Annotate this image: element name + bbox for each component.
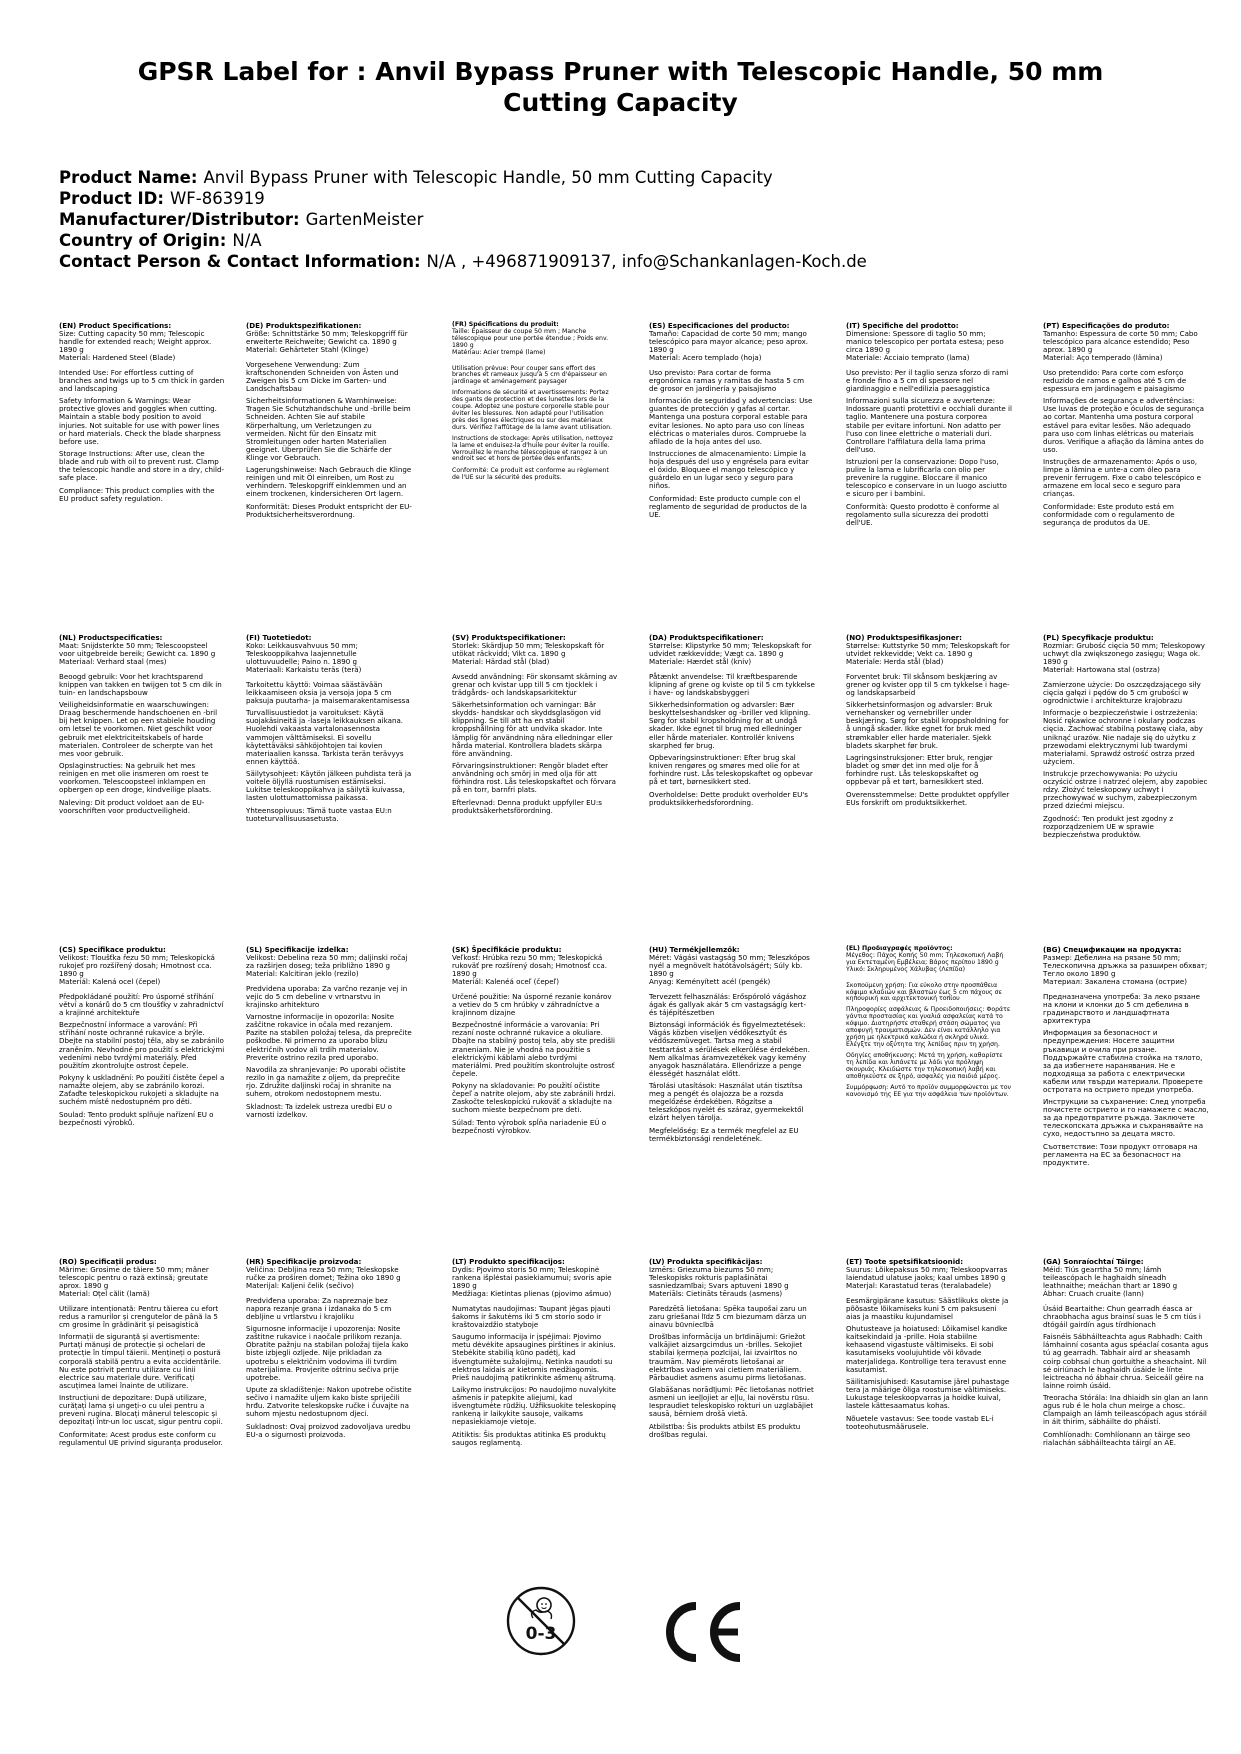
block-safety: Informações de segurança e advertências: Use luvas de proteção e óculos de segurança ao cortar. Mantenha uma postura corporal estável para evitar lesões. Não adequado para uso com linhas elétricas ou materiais duros. Verifique a afiação da lâmina antes do uso. [1043,396,1204,454]
block-material: Materiał: Hartowana stal (ostrza) [1043,665,1160,675]
block-storage: Instrucțiuni de depozitare: După utilizare, curățați lama și ungeți-o cu ulei pentru a preveni rugina. Blocați mânerul telescopic și depozitați într-un loc uscat, sigur pentru copii. [59,1392,223,1426]
block-fi [246,634,412,827]
block-conformity: Sukladnost: Ovaj proizvod zadovoljava uredbu EU-a o sigurnosti proizvoda. [246,1421,411,1439]
block-de [246,322,412,523]
block-pl [1043,634,1209,843]
block-heading: (SL) Specifikacije izdelka: [246,945,349,954]
block-spec: Méid: Tiús gearrtha 50 mm; lámh teileascópach le haghaidh síneadh leathnaithe; meáchan thart ar 1890 g [1043,1265,1178,1291]
block-lv [649,1258,815,1443]
block-storage: Förvaringsinstruktioner: Rengör bladet efter användning och smörj in med olja för att förhindra rost. Lås teleskopskaftet och förvara på en torr, barnfri plats. [452,760,616,794]
block-storage: Instructions de stockage: Après utilisation, nettoyez la lame et enduisez-la d'huile pour éviter la rouille. Verrouillez le manche télescopique et rangez à un endroit sec et hors de portée des enfants. [452,434,613,463]
block-spec: Veličina: Debljina reza 50 mm; Teleskopske ručke za proširen domet; Težina oko 1890 g [246,1265,401,1283]
block-safety: Informazioni sulla sicurezza e avvertenze: Indossare guanti protettivi e occhiali durante il taglio. Mantenere una postura corporea stabile per evitare infortuni. Non adatto per l'uso con linee elettriche o materiali duri. Controllare l'affilatura della lama prima dell'uso. [846,396,1012,454]
block-storage: Instruções de armazenamento: Após o uso, limpe a lâmina e unte-a com óleo para prevenir ferrugem. Fixe o cabo telescópico e armazene em local seco e seguro para crianças. [1043,456,1202,498]
block-material: Material: Kalcitiran jeklo (rezilo) [246,969,359,979]
block-use: Tarkoitettu käyttö: Voimaa säästävään leikkaamiseen oksia ja versoja jopa 5 cm paksuja puutarha- ja maisemarakentamisessa [246,680,410,706]
block-heading: (NL) Productspecificaties: [59,633,163,642]
block-storage: Glabāšanas norādījumi: Pēc lietošanas notīriet asmeni un ieeļļojiet ar eļļu, lai novērstu rūsu. Iespraudiet teleskopisko rokturi un uzglabājiet sausā, bērniem drošā vietā. [649,1384,814,1418]
ce-mark-icon [660,1599,746,1665]
block-safety: Saugumo informacija ir įspėjimai: Pjovimo metu dėvėkite apsaugines pirštines ir akinius. Stebėkite stabilią kūno padėtį, kad išvengtumėte sužalojimų. Netinka naudoti su elektros laidais ar kietomis medžiagomis. Prieš naudojimą patikrinkite ašmenų aštrumą. [452,1332,616,1382]
block-safety: Turvallisuustiedot ja varoitukset: Käytä suojakäsineitä ja -laseja leikkauksen aikana. Huolehdi vakaasta vartalonasennosta vammojen välttämiseksi. Ei sovellu käytettäväksi sähköjohtojen tai kovien materiaalien kanssa. Tarkista terän terävyys ennen käyttöä. [246,708,404,766]
block-storage: Lagringsinstruksjoner: Etter bruk, rengjør bladet og smør det inn med olje for å forhindre rust. Lås teleskopskaftet og oppbevar på et tørt, barnesikkert sted. [846,752,993,786]
block-spec: Размер: Дебелина на рязане 50 mm; Телескопична дръжка за разширен обхват; Тегло около 1890 g [1043,953,1208,979]
block-spec: Velikost: Debelina reza 50 mm; daljinski ročaj za razširjen doseg; teža približno 1890 g [246,953,408,971]
block-use: Predvidena uporaba: Za varčno rezanje vej in vejic do 5 cm debeline v vrtnarstvu in krajinsko arhitekturo [246,984,408,1010]
product-info [59,167,1189,272]
block-spec: Méret: Vágási vastagság 50 mm; Teleszkópos nyél a megnövelt hatótávolságért; Súly kb. 1890 g [649,953,810,979]
block-heading: (LT) Produkto specifikacijos: [452,1257,565,1266]
block-heading: (BG) Спецификации на продукта: [1043,945,1182,954]
block-use: Numatytas naudojimas: Taupant jėgas pjauti šakoms ir šakutėms iki 5 cm storio sodo ir kraštovaizdžio statyboje [452,1304,611,1330]
block-sv [452,634,618,819]
block-use: Uso previsto: Para cortar de forma ergonómica ramas y ramitas de hasta 5 cm de grosor en jardinería y paisajismo [649,368,804,394]
block-use: Uso previsto: Per il taglio senza sforzo di rami e fronde fino a 5 cm di spessore nel giardinaggio e nell'edilizia paesaggistica [846,368,1009,394]
block-safety: Safety Information & Warnings: Wear protective gloves and goggles when cutting. Maintain a stable body position to avoid injuries. Not suitable for use with power lines or hard materials. Check the blade sharpness before use. [59,396,221,446]
block-spec: Izmērs: Griezuma biezums 50 mm; Teleskopisks rokturis paplašinātai sasniedzamībai; Svars aptuveni 1890 g [649,1265,789,1291]
block-conformity: Conformitate: Acest produs este conform cu regulamentul UE privind siguranța produselor. [59,1429,223,1447]
block-storage: Opslaginstructies: Na gebruik het mes reinigen en met olie insmeren om roest te voorkomen. Telescoopsteel inklampen en opbergen op een droge, kindveilige plaats. [59,760,212,794]
block-en [59,322,225,507]
block-use: Vorgesehene Verwendung: Zum kraftschonenden Schneiden von Ästen und Zweigen bis 5 cm Dicke im Garten- und Landschaftsbau [246,360,399,394]
block-nl [59,634,225,819]
block-storage: Storage Instructions: After use, clean the blade and rub with oil to prevent rust. Clamp the telescopic handle and store in a dry, child-safe place. [59,448,225,482]
country-value: N/A [232,231,262,250]
country-line [59,230,1189,251]
block-safety: Sigurnosne informacije i upozorenja: Nosite zaštitne rukavice i naočale prilikom rezanja. Obratite pažnju na stabilan položaj tijela kako biste izbjegli ozljede. Nije prikladan za upotrebu s električnim vodovima ili tvrdim materijalima. Provjerite oštrinu sečiva prije upotrebe. [246,1324,409,1382]
block-use: Úsáid Beartaithe: Chun gearradh éasca ar chraobhacha agus brainsí suas le 5 cm tiús i dtógáil gairdín agus tírdhionach [1043,1304,1201,1330]
contact-line [59,251,1189,272]
block-heading: (LV) Produkta specifikācijas: [649,1257,763,1266]
block-safety: Säkerhetsinformation och varningar: Bär skydds- handskar och skyddsglasögon vid klippning. Se till att ha en stabil kroppshållning för att undvika skador. Inte lämplig för användning nära elledningar eller hårda material. Kontrollera bladets skärpa före användning. [452,700,613,758]
block-material: Materiale: Hærdet stål (kniv) [649,657,752,667]
block-no [846,634,1012,811]
block-use: Předpokládané použití: Pro úsporné stříhání větví a konárů do 5 cm tloušťky v zahradnictví a krajinné architektuře [59,992,224,1018]
block-safety: Bezpečnostné informácie a varovania: Pri rezaní noste ochranné rukavice a okuliare. Dbajte na stabilný postoj tela, aby ste predišli zraneniam. Nie je vhodná na použitie s elektrickými káblami alebo tvrdými materiálmi. Pred použitím skontrolujte ostrosť čepele. [452,1020,615,1078]
block-conformity: Atbilstība: Šis produkts atbilst ES produktu drošības regulai. [649,1421,801,1439]
product-id-label: Product ID: [59,189,164,208]
block-heading: (DE) Produktspezifikationen: [246,321,362,330]
block-use: Påtænkt anvendelse: Til kræftbesparende klipning af grene og kviste op til 5 cm tykkelse i have- og landskabsbyggeri [649,672,815,698]
block-use: Paredzētā lietošana: Spēka taupošai zaru un zaru griešanai līdz 5 cm biezumam dārza un ainavu būvniecībā [649,1304,807,1330]
block-spec: Dydis: Pjovimo storis 50 mm; Teleskopinė rankena išplėstai pasiekiamumui; svoris apie 1890 g [452,1265,612,1291]
block-material: Matériau: Acier trempé (lame) [452,348,546,356]
block-storage: Opbevaringsinstruktioner: Efter brug skal kniven rengøres og smøres med olie for at forhindre rust. Lås teleskopskaftet og opbevar på et tørt, børnesikkert sted. [649,752,813,786]
block-spec: Μέγεθος: Πάχος Κοπής 50 mm; Τηλεσκοπική Λαβή για Εκτεταμένη Εμβέλεια; Βάρος περίπου 1890 g [846,951,1004,966]
certification-icons [0,1585,1241,1705]
block-material: Medžiaga: Kietintas plienas (pjovimo ašmuo) [452,1289,612,1299]
block-spec: Dimensione: Spessore di taglio 50 mm; manico telescopico per portata estesa; peso circa 1890 g [846,329,1004,355]
block-storage: Laikymo instrukcijos: Po naudojimo nuvalykite ašmenis ir patepkite aliejumi, kad išvengtumėte rūdžių. Užfiksuokite teleskopinę rankeną ir laikykite sausoje, vaikams nepasiekiamoje vietoje. [452,1384,617,1426]
block-hr [246,1258,412,1443]
block-material: Materiaal: Verhard staal (mes) [59,657,167,667]
block-use: Eesmärgipärane kasutus: Säästlikuks okste ja põõsaste lõikamiseks kuni 5 cm paksuseni aias ja maastiku kujundamisel [846,1296,1009,1322]
product-name-value: Anvil Bypass Pruner with Telescopic Handle, 50 mm Cutting Capacity [203,168,773,187]
block-hu [649,946,815,1147]
block-conformity: Comhlíonadh: Comhlíonann an táirge seo rialachán sábháilteachta táirgí an AE. [1043,1429,1191,1447]
product-name-label: Product Name: [59,168,198,187]
block-material: Anyag: Keményített acél (pengék) [649,977,771,987]
block-cs [59,946,225,1131]
label-title: GPSR Label for : Anvil Bypass Pruner with Telescopic Handle, 50 mm Cutting Capacity [137,57,1104,117]
block-heading: (HU) Termékjellemzők: [649,945,740,954]
block-material: Materiál: Kalená ocel (čepel) [59,977,161,987]
block-storage: Pokyny k uskladnění: Po použití čistěte čepel a namažte olejem, aby se zabránilo korozi. Zaťaďte teleskopickou rukojeti a skladujte na suchém místě nedostupném pro děti. [59,1072,225,1106]
contact-label: Contact Person & Contact Information: [59,252,421,271]
block-storage: Instrukcje przechowywania: Po użyciu oczyścić ostrze i natrzeć olejem, aby zapobiec rdzy. Złożyć teleskopowy uchwyt i przechowywać w suchym, zabezpieczonym przed dziećmi miejscu. [1043,768,1208,810]
block-use: Beoogd gebruik: Voor het krachtsparend knippen van takken en twijgen tot 5 cm dik in tuin- en landschapsbouw [59,672,222,698]
block-heading: (NO) Produktspesifikasjoner: [846,633,962,642]
block-conformity: Megfelelőség: Ez a termék megfelel az EU termékbiztonsági rendeletének. [649,1125,799,1143]
block-fr [452,322,618,486]
block-spec: Mărime: Grosime de tăiere 50 mm; mâner telescopic pentru o rază extinsă; greutate aprox. 1890 g [59,1265,209,1291]
block-storage: Säilytysohjeet: Käytön jälkeen puhdista terä ja voitele öljyllä ruostumisen estämiseksi. Lukitse teleskooppikahva ja säilytä kuivassa, lasten ulottumattomissa paikassa. [246,768,412,802]
block-spec: Maat: Snijdsterkte 50 mm; Telescoopsteel voor uitgebreide bereik; Gewicht ca. 1890 g [59,641,216,659]
block-storage: Tárolási utasítások: Használat után tisztítsa meg a pengét és olajozza be a rozsda megelőzése érdekében. Rögzítse a teleszkópos nyelét és száraz, gyermekektől elzárt helyen tárolja. [649,1080,804,1122]
block-material: Material: Oțel călit (lamă) [59,1289,150,1299]
block-spec: Storlek: Skärdjup 50 mm; Teleskopskaft för utökat räckvidd; Vikt ca. 1890 g [452,641,605,659]
block-use: Utilizare intenționată: Pentru tăierea cu efort redus a ramurilor și crengutelor de până la 5 cm grosime în grădinărit și peisagistică [59,1304,219,1330]
block-use: Zamierzone użycie: Do oszczędzającego siły cięcia gałęzi i pędów do 5 cm grubości w ogrodnictwie i architekturze krajobrazu [1043,680,1201,706]
block-material: Materiál: Kalenéá oceľ (čepeľ) [452,977,559,987]
block-safety: Biztonsági információk és figyelmeztetések: Vágás közben viseljen védőkesztyűt és védőszemüveget. Tartsa meg a stabil testtartást a sérülések elkerülése érdekében. Nem alkalmas áramvezetékek vagy kemény anyagok használatára. Ellenőrizze a penge élességét használat előtt. [649,1020,810,1078]
block-safety: Ohutusteave ja hoiatused: Lõikamisel kandke kaitsekindaid ja -prille. Hoia stabiilne kehaasend vigastuste vältimiseks. Ei sobi kasutamiseks voolujuhtide või kõvade materjalidega. Kontrollige tera teravust enne kasutamist. [846,1324,1008,1374]
block-material: Materiaali: Karkaistu teräs (terä) [246,665,362,675]
block-pt [1043,322,1209,531]
block-spec: Rozmiar: Grubość cięcia 50 mm; Teleskopowy uchwyt dla zwiększonego zasięgu; Waga ok. 1890 g [1043,641,1205,667]
block-heading: (SK) Špecifikácie produktu: [452,945,562,954]
block-conformity: Soulad: Tento produkt splňuje nařízení EU o bezpečnosti výrobků. [59,1109,214,1127]
block-storage: Treoracha Stórála: Ina dhiaidh sin glan an lann agus rub é le hola chun meirge a chosc. Clampaigh an lámh teileascópach agus stóráil in áit thirim, sábháilte do pháistí. [1043,1392,1208,1426]
block-conformity: Conformidad: Este producto cumple con el reglamento de seguridad de productos de la UE. [649,493,807,519]
block-use: Uso pretendido: Para corte com esforço reduzido de ramos e galhos até 5 cm de espessura em jardinagem e paisagismo [1043,368,1187,394]
block-heading: (DA) Produktspecifikationer: [649,633,764,642]
block-material: Materiale: Herda stål (blad) [846,657,944,667]
block-sk [452,946,618,1139]
block-heading: (FI) Tuotetiedot: [246,633,312,642]
block-safety: Informacje o bezpieczeństwie i ostrzeżenia: Nosić rękawice ochronne i okulary podczas cięcia. Zachować stabilną postawę ciała, aby uniknąć urazów. Nie nadaje się do użytku z przewodami elektrycznymi lub twardymi materiałami. Sprawdź ostrość ostrza przed użyciem. [1043,708,1203,766]
block-el [846,946,1012,1103]
block-conformity: Skladnost: Ta izdelek ustreza uredbi EU o varnosti izdelkov. [246,1101,392,1119]
product-name-line [59,167,1189,188]
block-storage: Οδηγίες αποθήκευσης: Μετά τη χρήση, καθαρίστε τη λεπίδα και λιπάνετε με λάδι για πρόληψη σκουριάς. Κλειδώστε την τηλεσκοπική λαβή και αποθηκεύστε σε ξηρό, ασφαλές για παιδιά μέρος. [846,1051,1003,1080]
block-storage: Lagerungshinweise: Nach Gebrauch die Klinge reinigen und mit Öl einreiben, um Rost zu verhindern. Teleskopgriff einklemmen und an einem trockenen, kindersicheren Ort lagern. [246,464,412,498]
block-bg [1043,946,1209,1171]
block-da [649,634,815,811]
block-spec: Størrelse: Kuttstyrke 50 mm; Teleskopskaft for utvidet rekkevidde; Vekt ca. 1890 g [846,641,1010,659]
block-heading: (PL) Specyfikacje produktu: [1043,633,1154,642]
block-conformity: Atitiktis: Šis produktas atitinka ES produktų saugos reglamentą. [452,1429,606,1447]
block-conformity: Conformità: Questo prodotto è conforme al regolamento sulla sicurezza dei prodotti dell'UE. [846,501,1000,528]
block-use: Предназначена употреба: За леко рязане на клони и клонки до 5 cm дебелина в градинарството и ландшафтната архитектура [1043,992,1201,1026]
block-material: Materijal: Kaljeni čelik (sečivo) [246,1281,354,1291]
block-ro [59,1258,225,1451]
block-conformity: Nõuetele vastavus: See toode vastab EL-i tooteohutusmäärusele. [846,1413,994,1431]
block-es [649,322,815,523]
block-use: Avsedd användning: För skonsamt skärning av grenar och kvistar upp till 5 cm tjocklek i trädgårds- och landskapsarkitektur [452,672,618,698]
block-storage: Upute za skladištenje: Nakon upotrebe očistite sečivo i namažite uljem kako biste spriječili hrđu. Zatvorite teleskopske ručke i čuvajte na suhom mjestu nedostupnom djeci. [246,1384,412,1418]
block-conformity: Overensstemmelse: Dette produktet oppfyller EUs forskrift om produktsikkerhet. [846,789,1010,807]
block-lt [452,1258,618,1451]
block-conformity: Συμμόρφωση: Αυτό το προϊόν συμμορφώνεται με τον κανονισμό της ΕΕ για την ασφάλεια των προϊόντων. [846,1084,1011,1099]
block-spec: Tamanho: Espessura de corte 50 mm; Cabo telescópico para alcance estendido; Peso aprox. 1890 g [1043,329,1198,355]
age-restriction-icon [505,1585,577,1671]
product-id-line [59,188,1189,209]
block-spec: Taille: Épaisseur de coupe 50 mm ; Manche télescopique pour une portée étendue ; Poids env. 1890 g [452,327,609,349]
block-safety: Информация за безопасност и предупреждения: Носете защитни ръкавици и очила при рязане. Поддържайте стабилна стойка на тялото, за да избегнете наранявания. Не е подходяща за работа с електрически кабели или твърди материали. Проверете остротата на острието преди употреба. [1043,1028,1203,1094]
block-safety: Bezpečnostní informace a varování: Při stříhání noste ochranné rukavice a brýle. Dbejte na stabilní postoj těla, aby se zabránilo zraněním. Nevhodné pro použití s elektrickými vedeními nebo tvrdými materiály. Před použitím zkontrolujte ostrost čepele. [59,1020,225,1070]
block-material: Material: Hardened Steel (Blade) [59,353,176,363]
block-spec: Koko: Leikkausvahvuus 50 mm; Teleskooppikahva laajennetulle ulottuvuudelle; Paino n. 1890 g [246,641,358,667]
block-use: Forventet bruk: Til skånsom beskjæring av grener og kvister opp til 5 cm tykkelse i hage- og landskapsarbeid [846,672,1010,698]
block-material: Ábhar: Cruach cruaite (lann) [1043,1289,1144,1299]
block-heading: (HR) Specifikacije proizvoda: [246,1257,362,1266]
block-safety: Información de seguridad y advertencias: Use guantes de protección y gafas al cortar. Mantenga una postura corporal estable para evitar lesiones. No apto para uso con líneas eléctricas o materiales duros. Compruebe la afilado de la hoja antes del uso. [649,396,813,446]
block-material: Material: Gehärteter Stahl (Klinge) [246,345,369,355]
block-storage: Инструкции за съхранение: След употреба почистете острието и го намажете с масло, за да предотвратите ръжда. Заключете телескопската дръжка и съхранявайте на сухо, недостъпно за децата място. [1043,1096,1209,1138]
manufacturer-label: Manufacturer/Distributor: [59,210,300,229]
block-heading: (FR) Spécifications du produit: [452,321,559,328]
block-use: Utilisation prévue: Pour couper sans effort des branches et rameaux jusqu'à 5 cm d'épaisseur en jardinage et aménagement paysager [452,364,607,386]
block-conformity: Zgodność: Ten produkt jest zgodny z rozporządzeniem UE w sprawie bezpieczeństwa produktów. [1043,813,1174,840]
block-storage: Pokyny na skladovanie: Po použití očistite čepeľ a natrite olejom, aby ste zabránili hrdzi. Zaskočte teleskopickú rukoväť a skladujte na suchom mieste bezpečnom pre deti. [452,1080,616,1114]
block-use: Intended Use: For effortless cutting of branches and twigs up to 5 cm thick in garden and landscaping [59,368,225,394]
block-heading: (SV) Produktspecifikationer: [452,633,566,642]
block-storage: Säilitamisjuhised: Kasutamise järel puhastage tera ja määrige õliga roostumise vältimiseks. Lukustage teleskoopvarras ja hoidke kuival, lastele kättesaamatus kohas. [846,1376,1010,1410]
block-heading: (ES) Especificaciones del producto: [649,321,790,330]
block-safety: Informații de siguranță și avertismente: Purtați mănuși de protecție și ochelari de protecție în timpul tăierii. Mențineți o postură corporală stabilă pentru a evita accidentările. Nu este potrivit pentru utilizare cu linii electrice sau materiale dure. Verificați ascuțimea lamei înainte de utilizare. [59,1332,222,1390]
block-conformity: Overholdelse: Dette produkt overholder EU's produktsikkerhedsforordning. [649,789,808,807]
block-conformity: Efterlevnad: Denna produkt uppfyller EU:s produktsäkerhetsförordning. [452,797,602,815]
block-use: Tervezett felhasználás: Erőspóroló vágáshoz ágak és gallyak akár 5 cm vastagságig kert- és tájépítészetben [649,992,807,1018]
block-conformity: Konformität: Dieses Produkt entspricht der EU-Produktsicherheitsverordnung. [246,501,412,519]
block-spec: Suurus: Lõikepaksus 50 mm; Teleskoopvarras laiendatud ulatuse jaoks; kaal umbes 1890 g [846,1265,1008,1283]
block-safety: Drošības informācija un brīdinājumi: Griežot valkājiet aizsargcimdus un -brilles. Sekojiet stabilai ķermeņa pozīcijai, lai izvairītos no traumām. Nav piemērots lietošanai ar elektrības vadiem vai cietiem materiāliem. Pārbaudiet asmens asumu pirms lietošanas. [649,1332,807,1382]
block-it [846,322,1012,531]
block-conformity: Съответствие: Този продукт отговаря на регламента на ЕС за безопасност на продуктите. [1043,1142,1198,1168]
block-sl [246,946,412,1123]
block-use: Σκοπούμενη χρήση: Για εύκολο στην προσπάθεια κόψιμο κλαδιών και βλαστών έως 5 cm πάχους σε κηπουρική και αρχιτεκτονική τοπίου [846,981,1002,1003]
block-ga [1043,1258,1209,1451]
block-safety: Sikkerhetsinformasjon og advarsler: Bruk vernehansker og vernebriller under beskjæring. Sørg for stabil kroppsholdning for å unngå skader. Ikke egnet for bruk med strømkabler eller harde materialer. Sjekk bladets skarphet før bruk. [846,700,1009,750]
block-conformity: Súlad: Tento výrobok spĺňa nariadenie EÚ o bezpečnosti výrobkov. [452,1117,607,1135]
block-heading: (EL) Προδιαγραφές προϊόντος: [846,945,953,952]
block-conformity: Yhteensopivuus: Tämä tuote vastaa EU:n tuoteturvallisuusasetusta. [246,805,392,823]
block-heading: (CS) Specifikace produktu: [59,945,166,954]
block-safety: Πληροφορίες ασφάλειας & Προειδοποιήσεις: Φοράτε γάντια προστασίας και γυαλιά ασφαλείας κατά το κόψιμο. Διατηρήστε σταθερή στάση σώματος για αποφυγή τραυματισμών. Δεν είναι κατάλληλο για χρήση με ηλεκτρικά καλώδια ή σκληρά υλικά. Ελέγξτε την οξύτητα της λεπίδας πριν τη χρήση. [846,1006,1011,1048]
block-material: Material: Aço temperado (lâmina) [1043,353,1163,363]
block-heading: (IT) Specifiche del prodotto: [846,321,959,330]
block-safety: Sicherheitsinformationen & Warnhinweise: Tragen Sie Schutzhandschuhe und -brille beim Schneiden. Achten Sie auf stabile Körperhaltung, um Verletzungen zu vermeiden. Nicht für den Einsatz mit Stromleitungen oder harten Materialien geeignet. Überprüfen Sie die Schärfe der Klinge vor Gebrauch. [246,396,411,462]
block-conformity: Naleving: Dit product voldoet aan de EU-voorschriften voor productveiligheid. [59,797,205,815]
block-heading: (RO) Specificații produs: [59,1257,157,1266]
block-heading: (EN) Product Specifications: [59,321,172,330]
block-material: Material: Acero templado (hoja) [649,353,762,363]
block-spec: Veľkosť: Hrúbka rezu 50 mm; Teleskopická rukoväť pre rozšírený dosah; Hmotnosť cca. 1890 g [452,953,607,979]
block-storage: Istruzioni per la conservazione: Dopo l'uso, pulire la lama e lubrificarla con olio per prevenire la ruggine. Bloccare il manico telescopico e conservare in un luogo asciutto e sicuro per i bambini. [846,456,1007,498]
block-et [846,1258,1012,1435]
block-heading: (ET) Toote spetsifikatsioonid: [846,1257,964,1266]
manufacturer-line [59,209,1189,230]
svg-text:0-3: 0-3 [525,1624,557,1644]
block-use: Určené použitie: Na úsporné rezanie konárov a vetiev do 5 cm hrúbky v záhradníctve a krajinnom dizajne [452,992,612,1018]
block-conformity: Compliance: This product complies with the EU product safety regulation. [59,485,215,503]
block-spec: Tamaño: Capacidad de corte 50 mm; mango telescópico para mayor alcance; peso aprox. 1890 g [649,329,809,355]
block-heading: (GA) Sonraíochtaí Táirge: [1043,1257,1144,1266]
block-conformity: Conformidade: Este produto está em conformidade com o regulamento de segurança de produtos da UE. [1043,501,1175,528]
block-storage: Navodila za shranjevanje: Po uporabi očistite rezilo in ga namažite z oljem, da preprečite rjo. Združite daljinski ročaj in shranite na suhem, otrokom nedostopnem mestu. [246,1064,406,1098]
block-safety: Veiligheidsinformatie en waarschuwingen: Draag beschermende handschoenen en -bril bij het knippen. Let op een stabiele houding om letsel te voorkomen. Niet geschikt voor gebruik met elektriciteitskabels of harde materialen. Controleer de scherpte van het mes voor gebruik. [59,700,218,758]
block-spec: Størrelse: Klipstyrke 50 mm; Teleskopskaft for udvidet rækkevidde; Vægt ca. 1890 g [649,641,812,659]
block-spec: Größe: Schnittstärke 50 mm; Teleskopgriff für erweiterte Reichweite; Gewicht ca. 1890 g [246,329,408,347]
block-spec: Velikost: Tloušťka řezu 50 mm; Teleskopická rukojeť pro rozšířený dosah; Hmotnost cca. 1890 g [59,953,215,979]
contact-value: N/A , +496871909137, info@Schankanlagen-Koch.de [426,252,867,271]
block-safety: Varnostne informacije in opozorila: Nosite zaščitne rokavice in očala med rezanjem. Pazite na stabilen položaj telesa, da preprečite poškodbe. Ni primerno za uporabo blizu električnih vodov ali trdih materialov. Preverite ostrino rezila pred uporabo. [246,1012,412,1062]
block-heading: (PT) Especificações do produto: [1043,321,1170,330]
block-material: Материал: Закалена стомана (острие) [1043,977,1187,987]
block-spec: Size: Cutting capacity 50 mm; Telescopic handle for extended reach; Weight approx. 1890 g [59,329,212,355]
block-material: Υλικό: Σκληρυμένος Χάλυβας (Λεπίδα) [846,965,966,973]
block-material: Materiāls: Cietināts tērauds (asmens) [649,1289,783,1299]
block-safety: Sikkerhedsinformation og advarsler: Bær beskyttelseshandsker og -briller ved klipning. Sørg for stabil kropsholdning for at undgå skader. Ikke egnet til brug med elledninger eller hårde materialer. Kontrollér knivens skarphed før brug. [649,700,811,750]
block-safety: Informations de sécurité et avertissements: Portez des gants de protection et des lunettes lors de la coupe. Adoptez une posture corporelle stable pour éviter les blessures. Non adapté pour l'utilisation près des lignes électriques ou sur des matériaux durs. Vérifiez l'affûtage de la lame avant utilisation. [452,389,612,431]
block-safety: Faisnéis Sábháilteachta agus Rabhadh: Caith lámhainní cosanta agus spéaclaí cosanta agus tú ag gearradh. Tabhair aird ar sheasamh coirp cobhsaí chun gortuithe a sheachaint. Níl sé oiriúnach le haghaidh úsáide le línte leictreacha nó ábhair chrua. Seiceáil géire na lainne roimh úsáid. [1043,1332,1209,1390]
product-id-value: WF-863919 [169,189,265,208]
country-label: Country of Origin: [59,231,227,250]
manufacturer-value: GartenMeister [305,210,424,229]
block-material: Material: Härdad stål (blad) [452,657,550,667]
block-storage: Instrucciones de almacenamiento: Limpie la hoja después del uso y engrésela para evitar el óxido. Bloquee el mango telescópico y guárdelo en un lugar seco y seguro para niños. [649,448,809,490]
block-use: Predviđena uporaba: Za napreznaje bez napora rezanje grana i izdanaka do 5 cm debljine u vrtlarstvu i krajoliku [246,1296,392,1322]
block-material: Materiale: Acciaio temprato (lama) [846,353,970,363]
block-material: Materjal: Karastatud teras (teralabadele) [846,1281,992,1291]
block-conformity: Conformité: Ce produit est conforme au règlement de l'UE sur la sécurité des produits. [452,467,609,482]
